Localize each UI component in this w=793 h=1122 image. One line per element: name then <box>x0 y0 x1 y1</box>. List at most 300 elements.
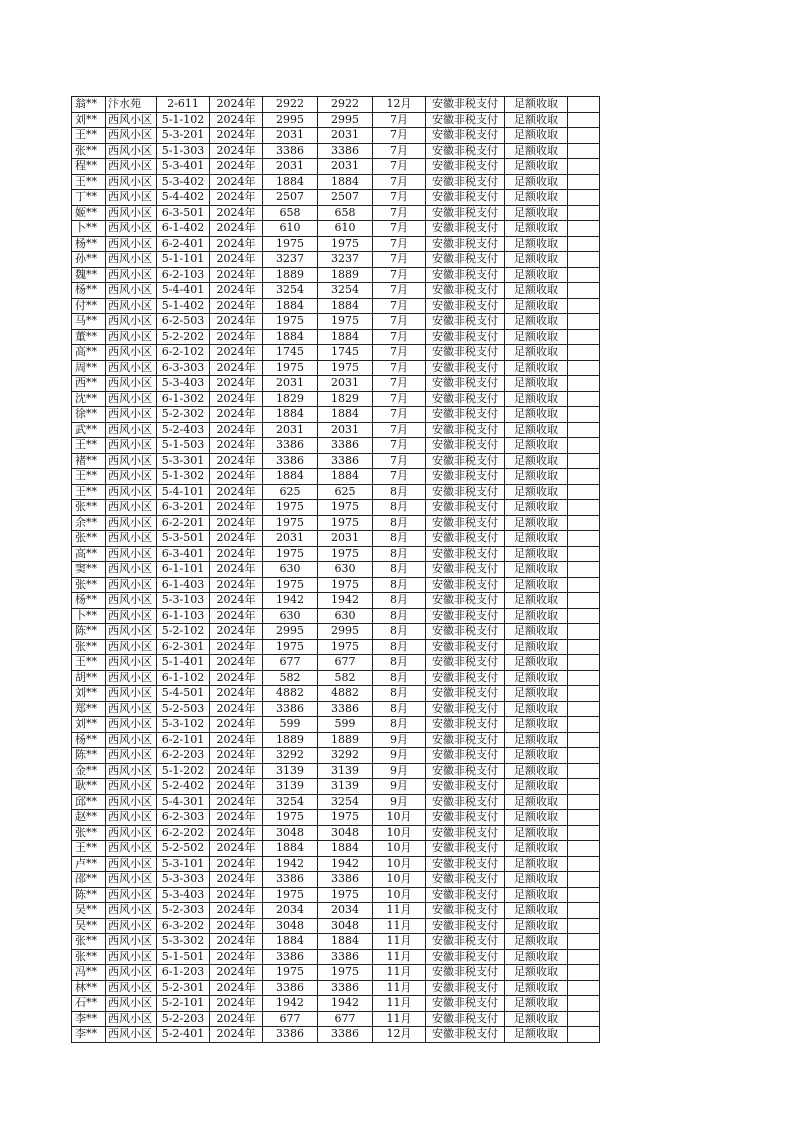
collection-status-cell: 足额收取 <box>505 624 568 640</box>
paid-amount-cell: 625 <box>318 484 373 500</box>
name-cell: 杨** <box>72 593 106 609</box>
due-amount-cell: 1975 <box>263 810 318 826</box>
payment-method-cell: 安徽非税支付 <box>426 97 505 113</box>
name-cell: 金** <box>72 763 106 779</box>
year-cell: 2024年 <box>210 763 263 779</box>
unit-cell: 5-1-102 <box>157 112 210 128</box>
table-row <box>72 329 600 345</box>
collection-status-cell: 足额收取 <box>505 469 568 485</box>
empty-cell <box>568 484 600 500</box>
table-row <box>72 608 600 624</box>
name-cell: 张** <box>72 934 106 950</box>
name-cell: 杨** <box>72 283 106 299</box>
table-row <box>72 748 600 764</box>
payment-method-cell: 安徽非税支付 <box>426 112 505 128</box>
empty-cell <box>568 143 600 159</box>
month-cell: 11月 <box>373 996 426 1012</box>
month-cell: 8月 <box>373 500 426 516</box>
collection-status-cell: 足额收取 <box>505 670 568 686</box>
year-cell: 2024年 <box>210 934 263 950</box>
unit-cell: 6-1-403 <box>157 577 210 593</box>
name-cell: 冯** <box>72 965 106 981</box>
collection-status-cell: 足额收取 <box>505 686 568 702</box>
month-cell: 7月 <box>373 345 426 361</box>
month-cell: 7月 <box>373 252 426 268</box>
year-cell: 2024年 <box>210 562 263 578</box>
community-cell: 西风小区 <box>106 469 157 485</box>
empty-cell <box>568 112 600 128</box>
due-amount-cell: 3386 <box>263 453 318 469</box>
name-cell: 丁** <box>72 190 106 206</box>
table-row <box>72 856 600 872</box>
paid-amount-cell: 3386 <box>318 1027 373 1043</box>
table-row <box>72 531 600 547</box>
due-amount-cell: 1942 <box>263 593 318 609</box>
month-cell: 7月 <box>373 407 426 423</box>
name-cell: 徐** <box>72 407 106 423</box>
table-row <box>72 779 600 795</box>
name-cell: 张** <box>72 825 106 841</box>
unit-cell: 6-1-101 <box>157 562 210 578</box>
collection-status-cell: 足额收取 <box>505 531 568 547</box>
year-cell: 2024年 <box>210 949 263 965</box>
unit-cell: 6-2-201 <box>157 515 210 531</box>
payment-method-cell: 安徽非税支付 <box>426 546 505 562</box>
empty-cell <box>568 438 600 454</box>
table-row <box>72 360 600 376</box>
collection-status-cell: 足额收取 <box>505 314 568 330</box>
month-cell: 7月 <box>373 422 426 438</box>
name-cell: 沈** <box>72 391 106 407</box>
due-amount-cell: 677 <box>263 655 318 671</box>
unit-cell: 5-1-501 <box>157 949 210 965</box>
year-cell: 2024年 <box>210 624 263 640</box>
paid-amount-cell: 658 <box>318 205 373 221</box>
paid-amount-cell: 3386 <box>318 980 373 996</box>
paid-amount-cell: 2031 <box>318 531 373 547</box>
unit-cell: 5-2-401 <box>157 1027 210 1043</box>
empty-cell <box>568 670 600 686</box>
due-amount-cell: 2507 <box>263 190 318 206</box>
paid-amount-cell: 630 <box>318 608 373 624</box>
paid-amount-cell: 3386 <box>318 143 373 159</box>
community-cell: 西风小区 <box>106 763 157 779</box>
unit-cell: 5-2-503 <box>157 701 210 717</box>
unit-cell: 5-4-402 <box>157 190 210 206</box>
year-cell: 2024年 <box>210 996 263 1012</box>
community-cell: 西风小区 <box>106 701 157 717</box>
due-amount-cell: 3254 <box>263 794 318 810</box>
due-amount-cell: 1975 <box>263 236 318 252</box>
unit-cell: 5-2-301 <box>157 980 210 996</box>
month-cell: 9月 <box>373 732 426 748</box>
unit-cell: 5-3-402 <box>157 174 210 190</box>
year-cell: 2024年 <box>210 360 263 376</box>
name-cell: 林** <box>72 980 106 996</box>
unit-cell: 5-3-501 <box>157 531 210 547</box>
unit-cell: 5-2-102 <box>157 624 210 640</box>
collection-status-cell: 足额收取 <box>505 298 568 314</box>
unit-cell: 5-1-101 <box>157 252 210 268</box>
empty-cell <box>568 903 600 919</box>
paid-amount-cell: 3139 <box>318 779 373 795</box>
month-cell: 8月 <box>373 701 426 717</box>
month-cell: 11月 <box>373 949 426 965</box>
name-cell: 李** <box>72 1011 106 1027</box>
month-cell: 7月 <box>373 221 426 237</box>
month-cell: 8月 <box>373 639 426 655</box>
collection-status-cell: 足额收取 <box>505 856 568 872</box>
paid-amount-cell: 3139 <box>318 763 373 779</box>
table-row <box>72 655 600 671</box>
month-cell: 7月 <box>373 329 426 345</box>
empty-cell <box>568 748 600 764</box>
community-cell: 西风小区 <box>106 174 157 190</box>
payment-method-cell: 安徽非税支付 <box>426 779 505 795</box>
empty-cell <box>568 965 600 981</box>
table-row <box>72 577 600 593</box>
community-cell: 西风小区 <box>106 376 157 392</box>
year-cell: 2024年 <box>210 221 263 237</box>
payment-method-cell: 安徽非税支付 <box>426 624 505 640</box>
payment-method-cell: 安徽非税支付 <box>426 484 505 500</box>
month-cell: 8月 <box>373 655 426 671</box>
community-cell: 西风小区 <box>106 856 157 872</box>
unit-cell: 6-2-102 <box>157 345 210 361</box>
paid-amount-cell: 1889 <box>318 732 373 748</box>
collection-status-cell: 足额收取 <box>505 376 568 392</box>
unit-cell: 5-2-303 <box>157 903 210 919</box>
unit-cell: 5-1-302 <box>157 469 210 485</box>
collection-status-cell: 足额收取 <box>505 794 568 810</box>
paid-amount-cell: 3254 <box>318 283 373 299</box>
year-cell: 2024年 <box>210 407 263 423</box>
unit-cell: 5-1-401 <box>157 655 210 671</box>
unit-cell: 5-1-402 <box>157 298 210 314</box>
name-cell: 孙** <box>72 252 106 268</box>
community-cell: 西风小区 <box>106 562 157 578</box>
year-cell: 2024年 <box>210 887 263 903</box>
empty-cell <box>568 205 600 221</box>
month-cell: 11月 <box>373 918 426 934</box>
month-cell: 8月 <box>373 577 426 593</box>
community-cell: 西风小区 <box>106 128 157 144</box>
unit-cell: 5-2-402 <box>157 779 210 795</box>
empty-cell <box>568 97 600 113</box>
year-cell: 2024年 <box>210 159 263 175</box>
paid-amount-cell: 1975 <box>318 965 373 981</box>
collection-status-cell: 足额收取 <box>505 267 568 283</box>
due-amount-cell: 3386 <box>263 872 318 888</box>
unit-cell: 6-1-203 <box>157 965 210 981</box>
month-cell: 10月 <box>373 825 426 841</box>
due-amount-cell: 2031 <box>263 128 318 144</box>
community-cell: 西风小区 <box>106 252 157 268</box>
community-cell: 西风小区 <box>106 283 157 299</box>
collection-status-cell: 足额收取 <box>505 763 568 779</box>
payment-method-cell: 安徽非税支付 <box>426 205 505 221</box>
month-cell: 7月 <box>373 469 426 485</box>
month-cell: 8月 <box>373 484 426 500</box>
name-cell: 吴** <box>72 903 106 919</box>
name-cell: 褚** <box>72 453 106 469</box>
name-cell: 程** <box>72 159 106 175</box>
name-cell: 王** <box>72 469 106 485</box>
table-row <box>72 593 600 609</box>
payment-method-cell: 安徽非税支付 <box>426 283 505 299</box>
empty-cell <box>568 872 600 888</box>
name-cell: 张** <box>72 949 106 965</box>
paid-amount-cell: 1975 <box>318 577 373 593</box>
collection-status-cell: 足额收取 <box>505 903 568 919</box>
table-row <box>72 624 600 640</box>
year-cell: 2024年 <box>210 1011 263 1027</box>
month-cell: 9月 <box>373 763 426 779</box>
year-cell: 2024年 <box>210 252 263 268</box>
collection-status-cell: 足额收取 <box>505 887 568 903</box>
paid-amount-cell: 610 <box>318 221 373 237</box>
year-cell: 2024年 <box>210 174 263 190</box>
name-cell: 张** <box>72 500 106 516</box>
community-cell: 西风小区 <box>106 686 157 702</box>
collection-status-cell: 足额收取 <box>505 484 568 500</box>
community-cell: 西风小区 <box>106 531 157 547</box>
payment-method-cell: 安徽非税支付 <box>426 376 505 392</box>
payment-method-cell: 安徽非税支付 <box>426 469 505 485</box>
paid-amount-cell: 1942 <box>318 856 373 872</box>
due-amount-cell: 599 <box>263 717 318 733</box>
table-row <box>72 810 600 826</box>
table-row <box>72 515 600 531</box>
unit-cell: 6-3-201 <box>157 500 210 516</box>
payment-method-cell: 安徽非税支付 <box>426 329 505 345</box>
name-cell: 卢** <box>72 856 106 872</box>
paid-amount-cell: 3386 <box>318 872 373 888</box>
community-cell: 西风小区 <box>106 872 157 888</box>
table-row <box>72 825 600 841</box>
table-row <box>72 562 600 578</box>
month-cell: 10月 <box>373 887 426 903</box>
paid-amount-cell: 1975 <box>318 360 373 376</box>
empty-cell <box>568 732 600 748</box>
year-cell: 2024年 <box>210 670 263 686</box>
year-cell: 2024年 <box>210 701 263 717</box>
payment-method-cell: 安徽非税支付 <box>426 949 505 965</box>
collection-status-cell: 足额收取 <box>505 701 568 717</box>
due-amount-cell: 1745 <box>263 345 318 361</box>
month-cell: 10月 <box>373 856 426 872</box>
unit-cell: 6-1-103 <box>157 608 210 624</box>
community-cell: 西风小区 <box>106 345 157 361</box>
unit-cell: 5-4-101 <box>157 484 210 500</box>
unit-cell: 5-4-501 <box>157 686 210 702</box>
table-row <box>72 484 600 500</box>
payment-method-cell: 安徽非税支付 <box>426 810 505 826</box>
payment-method-cell: 安徽非税支付 <box>426 825 505 841</box>
table-row <box>72 376 600 392</box>
collection-status-cell: 足额收取 <box>505 252 568 268</box>
payment-method-cell: 安徽非税支付 <box>426 686 505 702</box>
due-amount-cell: 1975 <box>263 314 318 330</box>
due-amount-cell: 3386 <box>263 143 318 159</box>
payment-method-cell: 安徽非税支付 <box>426 996 505 1012</box>
community-cell: 西风小区 <box>106 903 157 919</box>
collection-status-cell: 足额收取 <box>505 143 568 159</box>
community-cell: 西风小区 <box>106 391 157 407</box>
unit-cell: 6-2-503 <box>157 314 210 330</box>
payment-method-cell: 安徽非税支付 <box>426 670 505 686</box>
collection-status-cell: 足额收取 <box>505 515 568 531</box>
payment-method-cell: 安徽非税支付 <box>426 1027 505 1043</box>
unit-cell: 5-3-403 <box>157 887 210 903</box>
community-cell: 西风小区 <box>106 236 157 252</box>
payment-method-cell: 安徽非税支付 <box>426 345 505 361</box>
paid-amount-cell: 1975 <box>318 546 373 562</box>
table-row <box>72 267 600 283</box>
community-cell: 西风小区 <box>106 438 157 454</box>
paid-amount-cell: 2922 <box>318 97 373 113</box>
table-row <box>72 686 600 702</box>
year-cell: 2024年 <box>210 376 263 392</box>
community-cell: 西风小区 <box>106 918 157 934</box>
empty-cell <box>568 701 600 717</box>
empty-cell <box>568 624 600 640</box>
name-cell: 胡** <box>72 670 106 686</box>
paid-amount-cell: 599 <box>318 717 373 733</box>
community-cell: 西风小区 <box>106 546 157 562</box>
community-cell: 西风小区 <box>106 577 157 593</box>
unit-cell: 5-3-303 <box>157 872 210 888</box>
table-row <box>72 903 600 919</box>
name-cell: 张** <box>72 531 106 547</box>
name-cell: 姬** <box>72 205 106 221</box>
due-amount-cell: 3237 <box>263 252 318 268</box>
community-cell: 汴水苑 <box>106 97 157 113</box>
month-cell: 7月 <box>373 190 426 206</box>
table-row <box>72 949 600 965</box>
collection-status-cell: 足额收取 <box>505 980 568 996</box>
empty-cell <box>568 686 600 702</box>
community-cell: 西风小区 <box>106 298 157 314</box>
name-cell: 杨** <box>72 732 106 748</box>
due-amount-cell: 1884 <box>263 174 318 190</box>
due-amount-cell: 1884 <box>263 329 318 345</box>
name-cell: 刘** <box>72 112 106 128</box>
month-cell: 9月 <box>373 794 426 810</box>
payment-method-cell: 安徽非税支付 <box>426 531 505 547</box>
empty-cell <box>568 918 600 934</box>
collection-status-cell: 足额收取 <box>505 841 568 857</box>
collection-status-cell: 足额收取 <box>505 345 568 361</box>
community-cell: 西风小区 <box>106 422 157 438</box>
community-cell: 西风小区 <box>106 965 157 981</box>
month-cell: 7月 <box>373 236 426 252</box>
month-cell: 7月 <box>373 298 426 314</box>
empty-cell <box>568 298 600 314</box>
paid-amount-cell: 1942 <box>318 996 373 1012</box>
year-cell: 2024年 <box>210 686 263 702</box>
unit-cell: 5-1-303 <box>157 143 210 159</box>
year-cell: 2024年 <box>210 639 263 655</box>
unit-cell: 6-2-303 <box>157 810 210 826</box>
empty-cell <box>568 128 600 144</box>
unit-cell: 5-4-401 <box>157 283 210 299</box>
empty-cell <box>568 329 600 345</box>
paid-amount-cell: 3048 <box>318 825 373 841</box>
payment-method-cell: 安徽非税支付 <box>426 841 505 857</box>
empty-cell <box>568 608 600 624</box>
due-amount-cell: 2031 <box>263 159 318 175</box>
table-row <box>72 794 600 810</box>
payment-method-cell: 安徽非税支付 <box>426 236 505 252</box>
name-cell: 陈** <box>72 887 106 903</box>
community-cell: 西风小区 <box>106 887 157 903</box>
month-cell: 8月 <box>373 546 426 562</box>
empty-cell <box>568 221 600 237</box>
name-cell: 卜** <box>72 221 106 237</box>
empty-cell <box>568 779 600 795</box>
table-row <box>72 143 600 159</box>
paid-amount-cell: 677 <box>318 1011 373 1027</box>
month-cell: 7月 <box>373 314 426 330</box>
unit-cell: 6-2-101 <box>157 732 210 748</box>
name-cell: 邵** <box>72 872 106 888</box>
payment-method-cell: 安徽非税支付 <box>426 887 505 903</box>
due-amount-cell: 630 <box>263 608 318 624</box>
payment-method-cell: 安徽非税支付 <box>426 934 505 950</box>
paid-amount-cell: 582 <box>318 670 373 686</box>
name-cell: 窦** <box>72 562 106 578</box>
table-row <box>72 701 600 717</box>
community-cell: 西风小区 <box>106 221 157 237</box>
community-cell: 西风小区 <box>106 515 157 531</box>
collection-status-cell: 足额收取 <box>505 562 568 578</box>
month-cell: 7月 <box>373 174 426 190</box>
name-cell: 刘** <box>72 686 106 702</box>
due-amount-cell: 4882 <box>263 686 318 702</box>
year-cell: 2024年 <box>210 1027 263 1043</box>
name-cell: 翁** <box>72 97 106 113</box>
year-cell: 2024年 <box>210 531 263 547</box>
due-amount-cell: 1975 <box>263 887 318 903</box>
payment-method-cell: 安徽非税支付 <box>426 577 505 593</box>
collection-status-cell: 足额收取 <box>505 1011 568 1027</box>
month-cell: 7月 <box>373 112 426 128</box>
collection-status-cell: 足额收取 <box>505 608 568 624</box>
due-amount-cell: 630 <box>263 562 318 578</box>
year-cell: 2024年 <box>210 748 263 764</box>
collection-status-cell: 足额收取 <box>505 546 568 562</box>
payment-method-cell: 安徽非税支付 <box>426 608 505 624</box>
empty-cell <box>568 174 600 190</box>
empty-cell <box>568 841 600 857</box>
table-row <box>72 174 600 190</box>
table-row <box>72 205 600 221</box>
empty-cell <box>568 252 600 268</box>
community-cell: 西风小区 <box>106 779 157 795</box>
collection-status-cell: 足额收取 <box>505 996 568 1012</box>
paid-amount-cell: 1884 <box>318 469 373 485</box>
unit-cell: 5-3-102 <box>157 717 210 733</box>
payment-method-cell: 安徽非税支付 <box>426 856 505 872</box>
paid-amount-cell: 3386 <box>318 453 373 469</box>
paid-amount-cell: 1889 <box>318 267 373 283</box>
community-cell: 西风小区 <box>106 810 157 826</box>
year-cell: 2024年 <box>210 779 263 795</box>
payment-method-cell: 安徽非税支付 <box>426 748 505 764</box>
unit-cell: 6-2-203 <box>157 748 210 764</box>
due-amount-cell: 610 <box>263 221 318 237</box>
